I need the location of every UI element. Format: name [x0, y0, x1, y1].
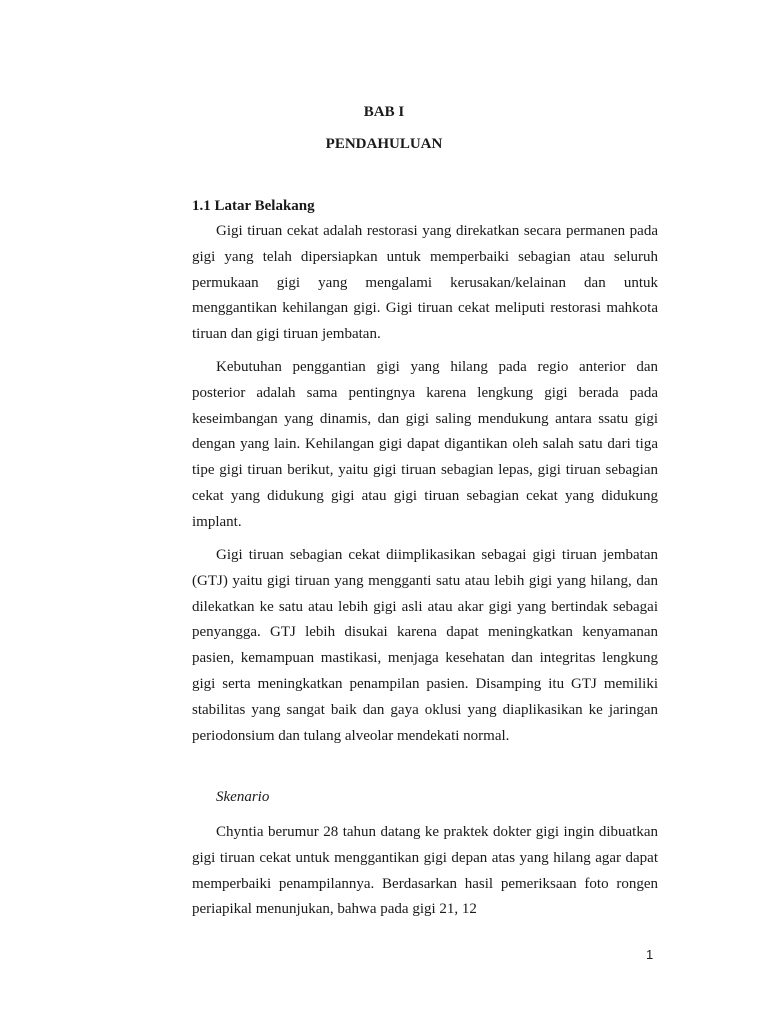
- chapter-title: PENDAHULUAN: [325, 136, 443, 152]
- paragraph: Gigi tiruan cekat adalah restorasi yang direkatkan secara permanen pada gigi yang telah dipersiapkan untuk memperbaiki sebagian atau seluruh permukaan gigi yang mengalami kerusakan/kelainan dan untuk menggantikan kehilangan gigi. Gigi tiruan cekat meliputi restorasi mahkota tiruan dan gigi tiruan jembatan.: [192, 223, 658, 343]
- paragraph: Kebutuhan penggantian gigi yang hilang pada regio anterior dan posterior adalah sama pentingnya karena lengkung gigi berada pada keseimbangan yang dinamis, dan gigi saling mendukung antara ssatu gigi dengan yang lain. Kehilangan gigi dapat digantikan oleh salah satu dari tiga tipe gigi tiruan berikut, yaitu gigi tiruan sebagian lepas, gigi tiruan sebagian cekat yang didukung gigi atau gigi tiruan sebagian cekat yang didukung implant.: [192, 359, 658, 530]
- chapter-heading: BAB I: [363, 104, 405, 120]
- scenario-heading: Skenario: [216, 789, 270, 805]
- page-number: 1: [646, 947, 654, 962]
- paragraph: Gigi tiruan sebagian cekat diimplikasikan sebagai gigi tiruan jembatan (GTJ) yaitu gigi tiruan yang mengganti satu atau lebih gigi yang hilang, dan dilekatkan ke satu atau lebih gigi asli atau akar gigi yang bertindak sebagai penyangga. GTJ lebih disukai karena dapat meningkatkan kenyamanan pasien, kemampuan mastikasi, menjaga kesehatan dan integritas lengkung gigi serta meningkatkan penampilan pasien. Disamping itu GTJ memiliki stabilitas yang sangat baik dan gaya oklusi yang diaplikasikan ke jaringan periodonsium dan tulang alveolar mendekati normal.: [192, 547, 658, 744]
- paragraph: Chyntia berumur 28 tahun datang ke praktek dokter gigi ingin dibuatkan gigi tiruan cekat untuk menggantikan gigi depan atas yang hilang agar dapat memperbaiki penampilannya. Berdasarkan hasil pemeriksaan foto rongen periapikal menunjukan, bahwa pada gigi 21, 12: [192, 824, 658, 918]
- section-title: 1.1 Latar Belakang: [192, 198, 315, 214]
